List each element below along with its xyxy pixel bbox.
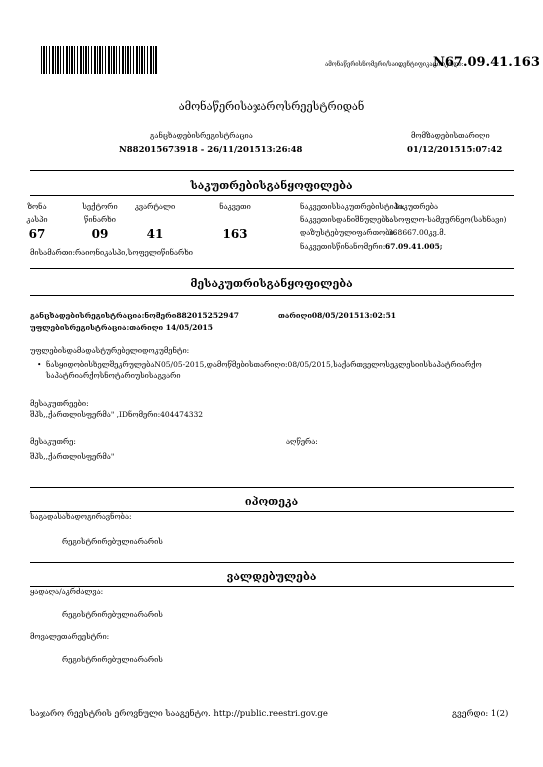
col-zone-label: ზონა [27, 202, 47, 211]
page-number: გვერდი: 1(2) [452, 709, 509, 719]
purpose-value: სასოფლო-სამეურნეო(სახნავი) [385, 215, 507, 224]
right-registration-date: უფლებისრეგისტრაცია:თარიღი 14/05/2015 [30, 323, 213, 332]
owners-label: მესაკუთრეები: [30, 399, 89, 408]
barcode [41, 46, 157, 74]
area-label: დაზუსტებულიფართობი: [300, 228, 397, 237]
seizure-label: ყადაღა/აკრძალვა: [30, 587, 104, 596]
property-address: მისამართი:რაიონიკასპი,სოფელიწინარხი [30, 248, 193, 257]
divider [30, 295, 514, 296]
owner-label: მესაკუთრე: [30, 437, 76, 446]
owner-application-number: განცხადებისრეგისტრაცია:ნომერი882015252947 [30, 311, 239, 320]
divider [30, 562, 514, 563]
ownership-type-value: საკუთრება [395, 202, 439, 211]
basis-document-label: უფლებისდამადასტურებელიდოკუმენტი: [30, 346, 190, 355]
owner-section-title: მესაკუთრისგანყოფილება [190, 277, 353, 290]
obligation-section-title: ვალდებულება [226, 570, 317, 583]
col-sector-label: სექტორი [82, 202, 118, 211]
seizure-value: რეგისტრირებულიარარის [62, 610, 163, 619]
property-section-title: საკუთრებისგანყოფილება [190, 179, 353, 192]
debtor-registry-label: მოვალეთარეესტრი: [30, 632, 110, 641]
divider [30, 195, 514, 196]
owner-value: შპს,,ქართლისფერმა" [30, 452, 115, 461]
area-value: 368667.00კვ.მ. [388, 228, 446, 237]
previous-code-label: ნაკვეთისწინანომერი: [300, 242, 386, 251]
previous-code-value: 67.09.41.005; [385, 242, 443, 251]
mortgage-section-title: იპოთეკა [244, 495, 299, 508]
col-quarter-label: კვარტალი [134, 202, 176, 211]
sector-name: წინარხი [84, 215, 116, 224]
sector-code: 09 [91, 227, 109, 241]
tax-lien-value: რეგისტრირებულიარარის [62, 537, 163, 546]
basis-document-item: • ნასყიდობისხელშეკრულებაN05/05-2015,დამოწმებისთარიღი:08/05/2015,საქართველოსეკლესიისსაპატრიარქო საპატრიარქოსნოტარიუსისაგვარი [46, 359, 486, 381]
owners-value: შპს,,ქართლისფერმა" ,IDნომერი:404474332 [30, 410, 204, 419]
application-registration-value: N882015673918 - 26/11/201513:26:48 [119, 145, 303, 155]
application-registration-label: განცხადებისრეგისტრაცია [150, 131, 253, 140]
tax-lien-label: საგადასახადოგირავნობა: [30, 512, 132, 521]
divider [30, 170, 514, 171]
parcel-code: 163 [222, 227, 248, 241]
footer-agency: საჯარო რეესტრის ეროვნული სააგენტო. http://public.reestri.gov.ge [30, 709, 328, 719]
description-label: აღწერა: [286, 437, 318, 446]
purpose-label: ნაკვეთისდანიშნულება: [300, 215, 393, 224]
quarter-code: 41 [146, 227, 164, 241]
document-number: N67.09.41.163 [433, 55, 540, 70]
divider [30, 268, 514, 269]
zone-code: 67 [28, 227, 46, 241]
debtor-registry-value: რეგისტრირებულიარარის [62, 655, 163, 664]
page-title: ამონაწერისაჯაროსრეესტრიდან [178, 100, 365, 113]
doc-number-label: ამონაწერისნომერი/საიდენტიფიკაციოკოდი: [325, 61, 464, 68]
preparation-date-label: მომზადებისთარიღი [411, 131, 490, 140]
col-parcel-label: ნაკვეთი [219, 202, 251, 211]
zone-name: კასპი [26, 215, 48, 224]
owner-application-date: თარიღი08/05/201513:02:51 [278, 311, 397, 320]
divider [30, 487, 514, 488]
ownership-type-label: ნაკვეთისსაკუთრებისტიპი: [300, 202, 405, 211]
preparation-date-value: 01/12/201515:07:42 [407, 145, 503, 155]
